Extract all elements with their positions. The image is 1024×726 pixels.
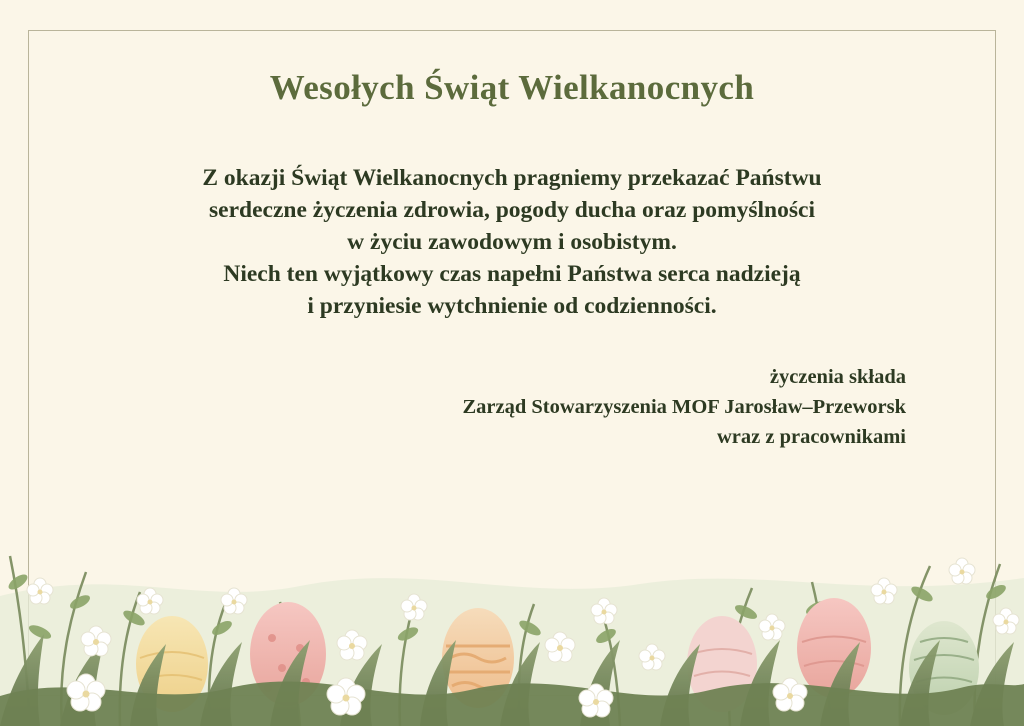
signature-line: wraz z pracownikami <box>716 426 906 448</box>
wishes-line: w życiu zawodowym i osobistym. <box>347 229 677 255</box>
wishes-line: Niech ten wyjątkowy czas napełni Państwa serca nadzieją <box>223 261 801 287</box>
signature-block <box>0 322 1024 452</box>
signature-line: życzenia składa <box>769 366 906 388</box>
wishes-line: Z okazji Świąt Wielkanocnych pragniemy przekazać Państwu <box>202 165 822 191</box>
signature-line: Zarząd Stowarzyszenia MOF Jarosław–Przeworsk <box>462 396 906 418</box>
wishes-line: i przyniesie wytchnienie od codzienności. <box>307 293 717 319</box>
wishes-paragraph <box>0 108 1024 322</box>
wishes-line: serdeczne życzenia zdrowia, pogody ducha oraz pomyślności <box>209 197 815 223</box>
page-title: Wesołych Świąt Wielkanocnych <box>269 68 755 107</box>
